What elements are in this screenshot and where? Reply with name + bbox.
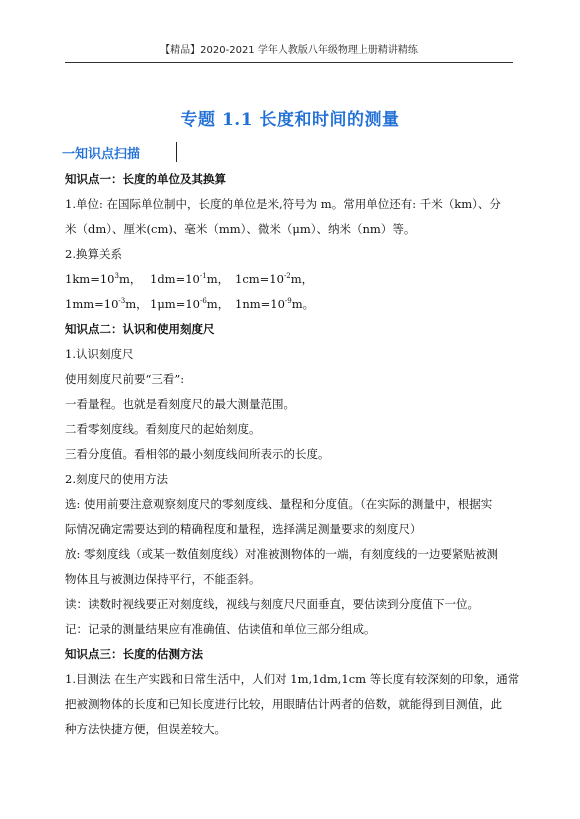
k2-s1: 1.认识刻度尺 [65, 347, 134, 361]
k1-conversion-label: 2.换算关系 [65, 247, 122, 261]
k1-unit-line2: 米（dm）、厘米(cm)、毫米（mm）、微米（μm）、纳米（nm）等。 [65, 222, 416, 236]
k2-xuan-line2: 际情况确定需要达到的精确程度和量程，选择满足测量要求的刻度尺） [65, 522, 422, 536]
formula-mm: $1mm=10^{-3}m$， [65, 297, 148, 311]
k2-ji: 记：记录的测量结果应有准确值、估读值和单位三部分组成。 [65, 622, 376, 636]
heading-k1: 知识点一：长度的单位及其换算 [65, 172, 226, 186]
formula-km: $1km=10^3m$， [65, 272, 142, 286]
formula-um: $1\mu m=10^{-6}m$， [150, 297, 230, 311]
k2-s1a: 使用刻度尺前要“三看”: [65, 372, 185, 386]
k2-fang-line1: 放: 零刻度线（或某一数值刻度线）对准被测物体的一端，有刻度线的一边要紧贴被测 [65, 547, 499, 561]
k2-s2: 2.刻度尺的使用方法 [65, 472, 168, 486]
k2-s1c: 二看零刻度线。看刻度尺的起始刻度。 [65, 422, 261, 436]
formula-row-1 [65, 272, 520, 287]
k2-xuan-line1: 选: 使用前要注意观察刻度尺的零刻度线、量程和分度值。（在实际的测量中，根据实 [65, 497, 493, 511]
document-title: 专题 1.1 长度和时间的测量 [180, 110, 400, 130]
k2-s1d: 三看分度值。看相邻的最小刻度线间所表示的长度。 [65, 447, 330, 461]
k2-s1b: 一看量程。也就是看刻度尺的最大测量范围。 [65, 397, 295, 411]
k3-line1: 1.目测法 在生产实践和日常生活中，人们对 1m,1dm,1cm 等长度有较深刻的印象，通常 [65, 672, 520, 686]
formula-dm: $1dm=10^{-1}m$， [150, 272, 230, 286]
document-body [65, 172, 520, 737]
heading-k2: 知识点二：认识和使用刻度尺 [65, 322, 215, 336]
formula-row-2 [65, 297, 520, 312]
k3-line2: 把被测物体的长度和已知长度进行比较，用眼睛估计两者的倍数，就能得到目测值，此 [65, 697, 502, 711]
k2-du: 读：读数时视线要正对刻度线，视线与刻度尺尺面垂直，要估读到分度值下一位。 [65, 597, 479, 611]
page-header: 【精品】2020-2021 学年人教版八年级物理上册精讲精练 [160, 45, 418, 56]
formula-nm: $1nm=10^{-9}m$。 [235, 297, 315, 311]
formula-cm: $1cm=10^{-2}m$， [235, 272, 314, 286]
k1-unit-line1: 1.单位: 在国际单位制中，长度的单位是米,符号为 m。常用单位还有: 千米（km）、分 [65, 197, 501, 211]
k2-fang-line2: 物体且与被测边保持平行，不能歪斜。 [65, 572, 261, 586]
section-banner-bar [176, 142, 177, 162]
k3-line3: 种方法快捷方便，但误差较大。 [65, 722, 226, 736]
header-rule [65, 62, 513, 63]
heading-k3: 知识点三：长度的估测方法 [65, 647, 203, 661]
section-banner: 一知识点扫描 [62, 147, 141, 162]
